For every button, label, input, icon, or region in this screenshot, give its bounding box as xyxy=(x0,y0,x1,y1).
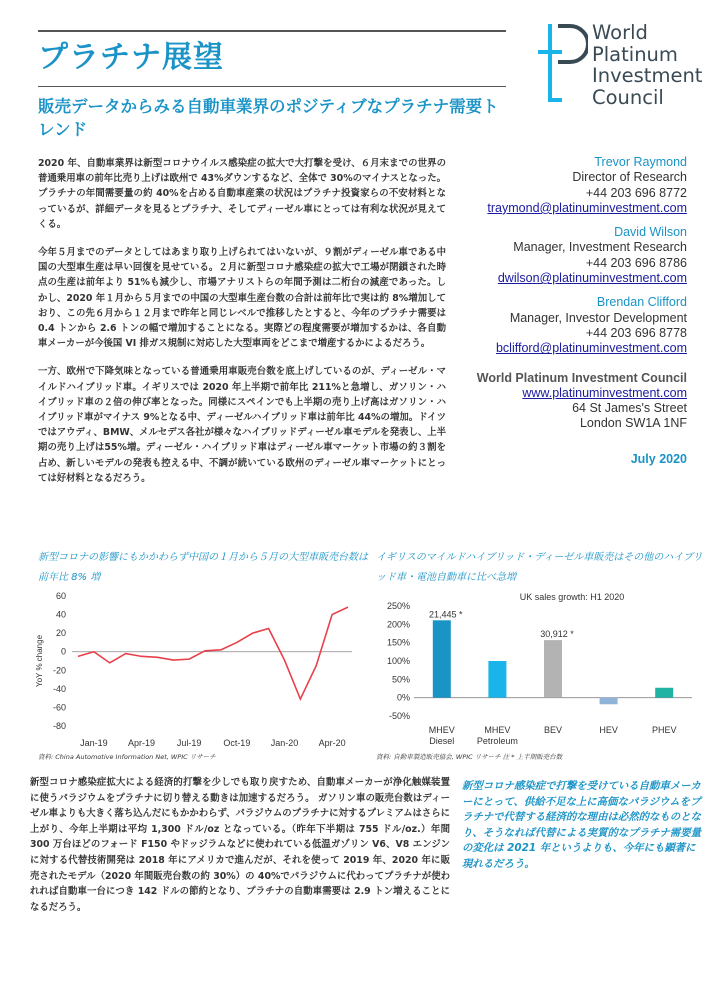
bar-chart-uk-sales-growth xyxy=(372,586,702,748)
organization-website-link[interactable]: www.platinuminvestment.com xyxy=(522,385,687,400)
y-tick-label: 200% xyxy=(386,619,410,630)
organization-block xyxy=(455,371,687,467)
contact-email-link[interactable]: traymond@platinuminvestment.com xyxy=(487,200,687,215)
contact-phone: +44 203 696 8772 xyxy=(585,185,687,200)
bar xyxy=(600,698,618,705)
title-bottom-rule xyxy=(38,86,506,87)
contact-phone: +44 203 696 8778 xyxy=(585,325,687,340)
body-paragraph: 2020 年、自動車業界は新型コロナウイルス感染症の拡大で大打撃を受け、６月末までの世界の普通乗用車の前年比売り上げは欧州で 43%ダウンするなど、全体で 30%のマイナスとなった。プラチナの年間需要量の約 40%を占める自動車産業の状況はプラチナ投資家らの不安材料となっているが、詳細データを見るとプラチナ、そしてディーゼル車にとっては有利な状況が見えてくる。 xyxy=(38,158,446,230)
contact-email-link[interactable]: dwilson@platinuminvestment.com xyxy=(497,271,687,286)
contact-card xyxy=(455,295,687,356)
chart2-caption: イギリスのマイルドハイブリッド・ディーゼル車販売はその他のハイブリッド車・電池自動車に比べ急増 xyxy=(376,552,703,583)
x-tick-label: Jan-19 xyxy=(80,738,108,748)
x-tick-label: MHEV xyxy=(428,725,455,735)
logo-line: World xyxy=(592,21,648,44)
y-tick-label: 150% xyxy=(386,637,410,648)
contact-card xyxy=(455,155,687,216)
contact-email-link[interactable]: bclifford@platinuminvestment.com xyxy=(495,341,687,356)
page-title: プラチナ展望 xyxy=(38,40,224,75)
body-paragraph: 一方、欧州で下降気味となっている普通乗用車販売台数を底上げしているのが、ディーゼル・マイルドハイブリッド車。イギリスでは 2020 年上半期で前年比 211%と急増し、ガソリン・ハイブリッド車の２倍の伸び率となった。同様にスペインでも上半期の売り上げ高はガソリン・ハイブリッド車がマイナス 9%となる中、ディーゼルハイブリッド車は前年比 44%の増加。ドイツではアウディ、BMW、メルセデス各社が様々なハイブリッドディーゼル車モデルを発表し、上半期の売り上げは55%増。ディーゼル・ハイブリッド車はディーゼル車マーケット市場の約３割を占め、新しいモデルの発表も控える中、不調が続いている欧州のディーゼル車マーケットにとっては好材料となるだろう。 xyxy=(38,366,446,484)
contact-phone: +44 203 696 8786 xyxy=(585,255,687,270)
chart2-source: 資料: 自動車製造販売協会, WPIC リサーチ 注 * 上半期販売台数 xyxy=(376,753,563,761)
y-tick-label: -40 xyxy=(52,683,66,694)
organization-address-line: London SW1A 1NF xyxy=(579,416,687,431)
y-tick-label: -60 xyxy=(52,702,66,713)
y-tick-label: 50% xyxy=(391,674,410,685)
chart1-source: 資料: China Automotive Information Net, WPIC リサーチ xyxy=(38,753,216,761)
x-tick-label: Petroleum xyxy=(476,736,518,746)
x-tick-label: BEV xyxy=(543,725,563,735)
x-tick-label: Diesel xyxy=(429,736,455,746)
logo-line: Platinum xyxy=(592,42,678,66)
y-tick-label: 0 xyxy=(60,646,66,657)
y-tick-label: 40 xyxy=(55,609,66,620)
wpic-logo-mark xyxy=(536,22,588,104)
contact-name: Brendan Clifford xyxy=(596,295,687,310)
contact-role: Director of Research xyxy=(572,170,687,185)
chart1-caption: 新型コロナの影響にもかかわらず中国の１月から５月の大型車販売台数は前年比 8% 増 xyxy=(38,552,368,583)
pull-quote: 新型コロナ感染症で打撃を受けている自動車メーカーにとって、供給不足な上に高価なパラジウムをプラチナで代替する経済的な理由は必然的なものとなり、そうなれば代替による実質的なプラチナ需要量の変化は 2021 年というよりも、今年にも顕著に現れるだろう。 xyxy=(462,780,701,870)
body-text xyxy=(38,156,446,499)
y-tick-label: 60 xyxy=(55,591,66,601)
x-tick-label: PHEV xyxy=(651,725,677,735)
y-tick-label: 250% xyxy=(386,601,410,611)
logo-line: Investment xyxy=(592,64,703,87)
bar xyxy=(488,661,506,698)
bar xyxy=(433,620,451,697)
organization-name: World Platinum Investment Council xyxy=(476,370,687,385)
body-paragraph: 今年５月までのデータとしてはあまり取り上げられてはいないが、９割がディーゼル車である中国の大型車生産は早い回復を見せている。２月に新型コロナ感染症の拡大で工場が閉鎖された時点の生産は前年より 51%も減少し、市場アナリストらの年間予測は二桁台の減産であった。しかし、2020 年１月から５月までの中国の大型車生産台数の合計は前年比で実は約 8%増加しており、この先６月から１２月まで昨年と同じレベルで推移したとすると、今年のプラチナ需要は 0.4 トンから 2.6 トンの幅で増加することになる。実際どの程度需要が増加するかは、各自動車メーカーが今後国 VI 排ガス規制に対応した大型車両をどこまで増産するかによるだろう。 xyxy=(38,247,446,350)
bar-annotation: 30,912 * xyxy=(540,629,574,640)
series-line xyxy=(78,607,348,699)
y-tick-label: -80 xyxy=(52,721,66,731)
contacts-panel xyxy=(455,155,687,476)
y-tick-label: 100% xyxy=(386,656,410,666)
chart-title: UK sales growth: H1 2020 xyxy=(519,592,625,602)
wpic-logo-text xyxy=(592,22,702,108)
y-axis-label: YoY % change xyxy=(35,634,44,688)
y-tick-label: -50% xyxy=(388,711,410,721)
bar-annotation: 21,445 * xyxy=(429,609,463,620)
y-tick-label: 20 xyxy=(55,628,66,639)
y-tick-label: -20 xyxy=(52,665,66,676)
bar xyxy=(655,688,673,698)
x-tick-label: Jan-20 xyxy=(270,738,299,748)
x-tick-label: HEV xyxy=(599,725,618,735)
contact-role: Manager, Investor Development xyxy=(509,310,687,325)
page-subtitle: 販売データからみる自動車業界のポジティブなプラチナ需要トレンド xyxy=(38,97,499,139)
contact-name: David Wilson xyxy=(614,225,687,240)
x-tick-label: Apr-19 xyxy=(128,738,156,748)
line-chart-china-heavy-vehicles xyxy=(30,588,360,750)
logo-line: Council xyxy=(592,85,664,109)
bar xyxy=(544,640,562,698)
contact-name: Trevor Raymond xyxy=(594,155,687,169)
contact-card xyxy=(455,225,687,286)
x-tick-label: Oct-19 xyxy=(223,738,251,748)
bottom-body-text: 新型コロナ感染症拡大による経済的打撃を少しでも取り戻すため、自動車メーカーが浄化触媒装置に使うパラジウムをプラチナに切り替える動きは加速するだろう。 ガソリン車の販売台数はディーゼル車よりも大きく落ち込んだにもかかわらず、パラジウムのプラチナに対するプレミアムはさらに上がり、今年上半期は平均 1,300 ドル/oz となっている。（昨年下半期は 755 ドル/oz.）年間 300 万台ほどのフォード F150 やドッジラムなどに使われている低温ガゾリン V6、V8 エンジンに対する代替技術開発は 2018 年にアメリカで進んだが、それを使って 2019 年、2020 年に販売されたモデル（2020 年間販売台数の約 30%）の 40%でパラジウムに代わってプラチナが使われれば自動車一台につき 142 ドルの節約となり、プラチナの自動車需要は 2.9 トン増えることになるだろう。 xyxy=(30,777,451,913)
organization-address-line: 64 St James's Street xyxy=(572,401,687,416)
x-tick-label: MHEV xyxy=(484,725,511,735)
contact-role: Manager, Investment Research xyxy=(513,240,687,255)
y-tick-label: 0% xyxy=(396,692,410,703)
x-tick-label: Apr-20 xyxy=(318,738,346,748)
publication-date: July 2020 xyxy=(630,451,687,466)
x-tick-label: Jul-19 xyxy=(176,738,202,748)
